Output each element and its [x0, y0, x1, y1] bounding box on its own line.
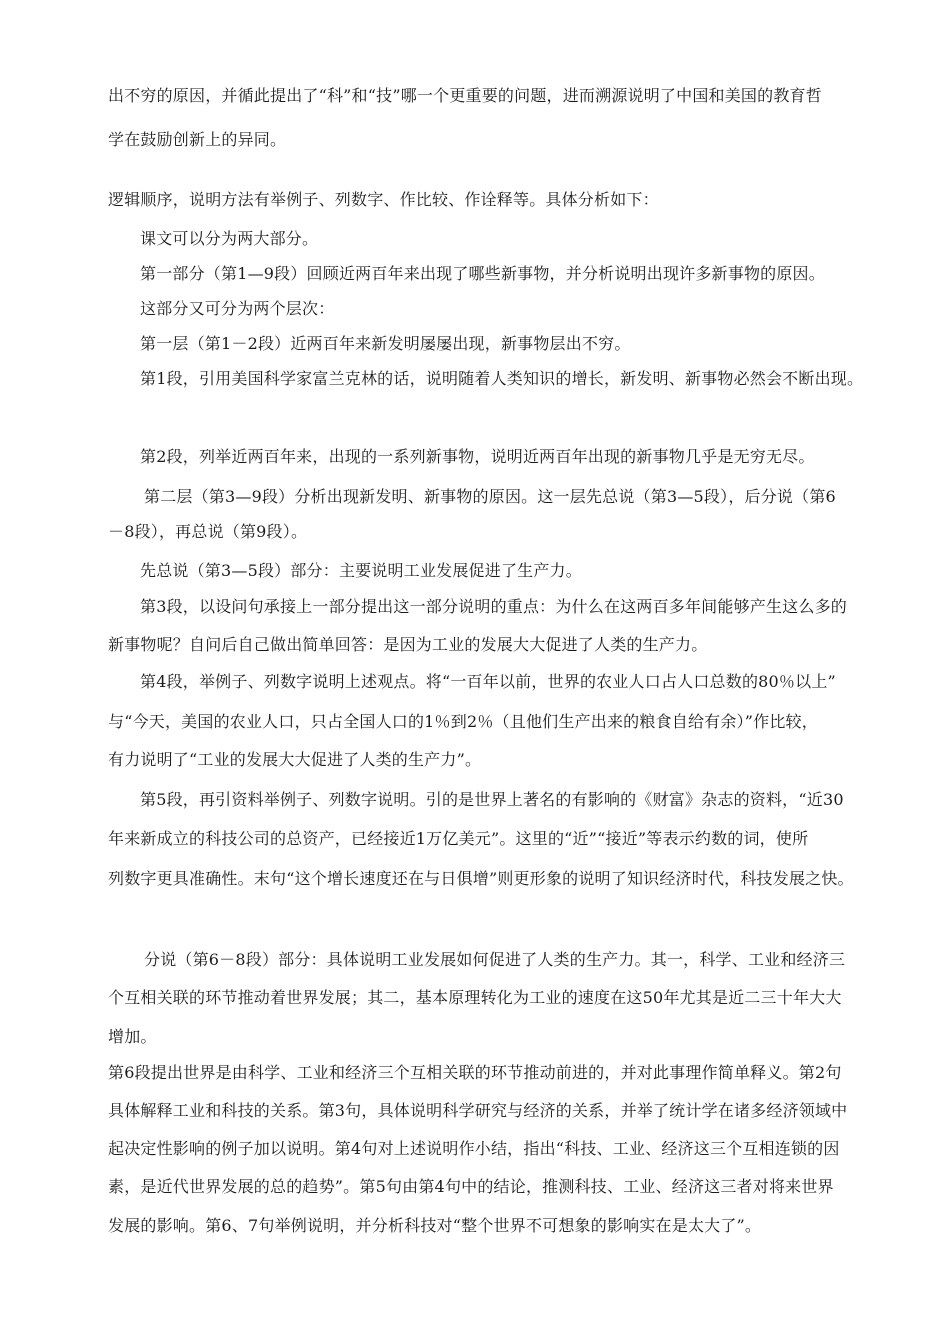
paragraph-line: 与“今天，美国的农业人口，只占全国人口的1％到2％（且他们生产出来的粮食自给有余）”作比较， [108, 712, 818, 731]
paragraph-line: 逻辑顺序，说明方法有举例子、列数字、作比较、作诠释等。具体分析如下： [108, 190, 659, 209]
paragraph-line: 新事物呢？自问后自己做出简单回答：是因为工业的发展大大促进了人类的生产力。 [108, 635, 708, 654]
paragraph-line: 列数字更具准确性。末句“这个增长速度还在与日俱增”则更形象的说明了知识经济时代，科技发展之快。 [108, 869, 854, 888]
paragraph-line: 年来新成立的科技公司的总资产，已经接近1万亿美元”。这里的“近”“接近”等表示约数的词，使所 [108, 829, 809, 848]
paragraph-line: 有力说明了“工业的发展大大促进了人类的生产力”。 [108, 750, 482, 769]
paragraph-line: 先总说（第3—5段）部分：主要说明工业发展促进了生产力。 [140, 561, 582, 580]
paragraph-line: 第2段，列举近两百年来，出现的一系列新事物，说明近两百年出现的新事物几乎是无穷无尽。 [140, 447, 815, 466]
paragraph-line: 增加。 [108, 1027, 157, 1046]
paragraph-line: 第一部分（第1—9段）回顾近两百年来出现了哪些新事物，并分析说明出现许多新事物的原因。 [140, 264, 825, 283]
paragraph-line: 起决定性影响的例子加以说明。第4句对上述说明作小结，指出“科技、工业、经济这三个互相连锁的因 [108, 1139, 840, 1158]
paragraph-line: 第二层（第3—9段）分析出现新发明、新事物的原因。这一层先总说（第3—5段），后分说（第6 [144, 487, 836, 506]
paragraph-line: 第3段，以设问句承接上一部分提出这一部分说明的重点：为什么在这两百多年间能够产生这么多的 [140, 597, 847, 616]
paragraph-line: 素，是近代世界发展的总的趋势”。第5句由第4句中的结论，推测科技、工业、经济这三者对将来世界 [108, 1177, 834, 1196]
paragraph-line: 出不穷的原因，并循此提出了“科”和“技”哪一个更重要的问题，进而溯源说明了中国和美国的教育哲 [108, 86, 822, 105]
paragraph-line: 发展的影响。第6、7句举例说明，并分析科技对“整个世界不可想象的影响实在是太大了”。 [108, 1216, 762, 1235]
paragraph-line: 第1段，引用美国科学家富兰克林的话，说明随着人类知识的增长，新发明、新事物必然会不断出现。 [140, 369, 864, 388]
paragraph-line: －8段），再总说（第9段）。 [108, 522, 308, 541]
paragraph-line: 第6段提出世界是由科学、工业和经济三个互相关联的环节推动前进的，并对此事理作简单释义。第2句 [108, 1063, 842, 1082]
paragraph-line: 这部分又可分为两个层次： [140, 299, 335, 318]
paragraph-line: 课文可以分为两大部分。 [140, 229, 319, 248]
paragraph-line: 学在鼓励创新上的异同。 [108, 130, 287, 149]
paragraph-line: 第一层（第1－2段）近两百年来新发明屡屡出现，新事物层出不穷。 [140, 334, 631, 353]
paragraph-line: 个互相关联的环节推动着世界发展；其二，基本原理转化为工业的速度在这50年尤其是近二三十年大大 [108, 988, 842, 1007]
paragraph-line: 具体解释工业和科技的关系。第3句，具体说明科学研究与经济的关系，并举了统计学在诸多经济领域中 [108, 1101, 848, 1120]
paragraph-line: 第4段，举例子、列数字说明上述观点。将“一百年以前，世界的农业人口占人口总数的80％以上” [140, 672, 836, 691]
paragraph-line: 第5段，再引资料举例子、列数字说明。引的是世界上著名的有影响的《财富》杂志的资料，“近30 [140, 790, 844, 809]
paragraph-line: 分说（第6－8段）部分：具体说明工业发展如何促进了人类的生产力。其一，科学、工业和经济三 [144, 950, 846, 969]
